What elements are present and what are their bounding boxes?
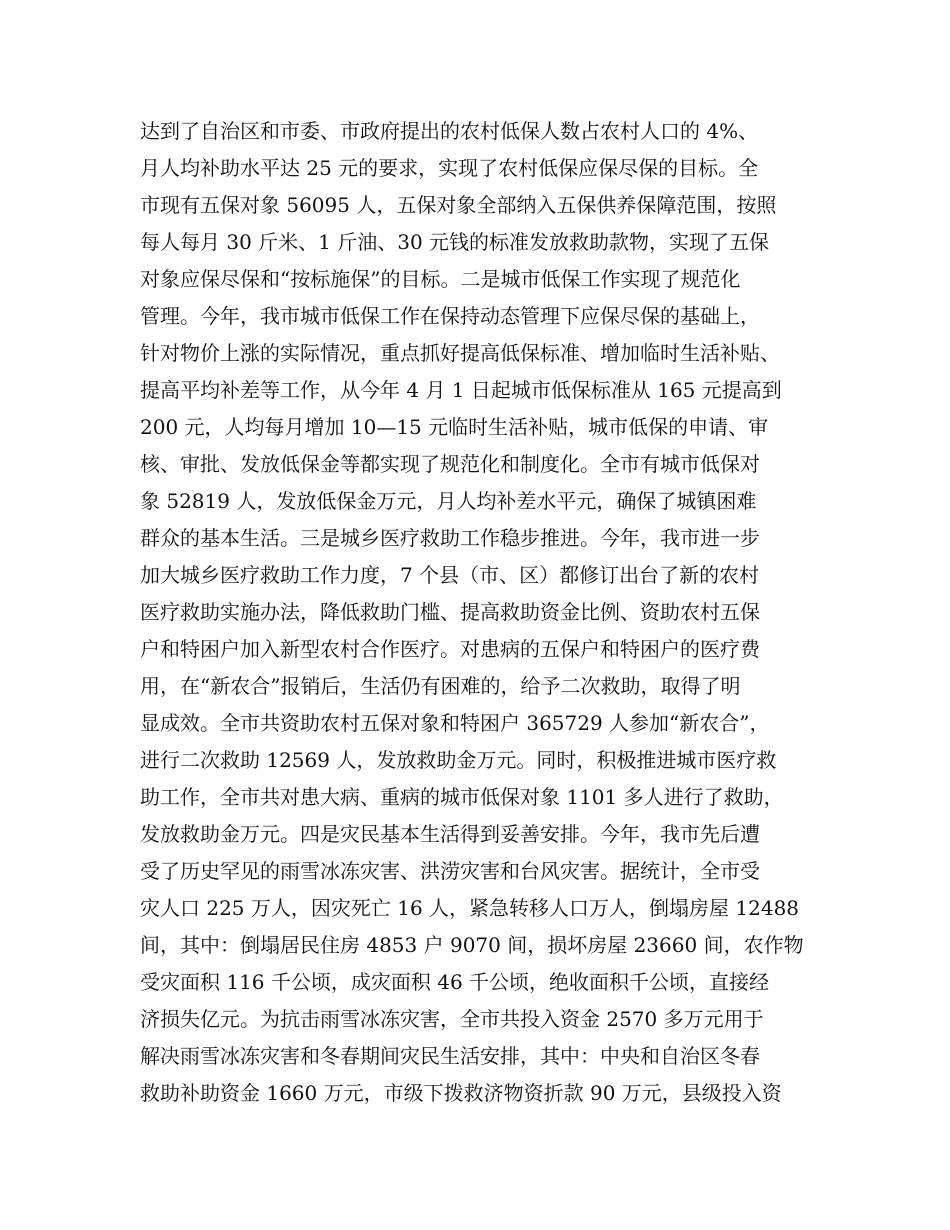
text-line: 灾人口 225 万人，因灾死亡 16 人，紧急转移人口万人，倒塌房屋 12488: [140, 896, 800, 920]
text-line: 解决雨雪冰冻灾害和冬春期间灾民生活安排，其中：中央和自治区冬春: [140, 1044, 760, 1068]
text-line: 提高平均补差等工作，从今年 4 月 1 日起城市低保标准从 165 元提高到: [140, 378, 782, 402]
text-line: 象 52819 人，发放低保金万元，月人均补差水平元，确保了城镇困难: [140, 489, 757, 513]
text-line: 显成效。全市共资助农村五保对象和特困户 365729 人参加“新农合”，: [140, 711, 770, 735]
text-line: 每人每月 30 斤米、1 斤油、30 元钱的标准发放救助款物，实现了五保: [140, 230, 770, 254]
text-line: 受了历史罕见的雨雪冰冻灾害、洪涝灾害和台风灾害。据统计，全市受: [140, 859, 760, 883]
text-line: 加大城乡医疗救助工作力度，7 个县（市、区）都修订出台了新的农村: [140, 563, 760, 587]
text-line: 救助补助资金 1660 万元，市级下拨救济物资折款 90 万元，县级投入资: [140, 1081, 782, 1105]
text-line: 户和特困户加入新型农村合作医疗。对患病的五保户和特困户的医疗费: [140, 637, 760, 661]
text-line: 助工作，全市共对患大病、重病的城市低保对象 1101 多人进行了救助，: [140, 785, 784, 809]
text-line: 核、审批、发放低保金等都实现了规范化和制度化。全市有城市低保对: [140, 452, 760, 476]
text-line: 市现有五保对象 56095 人，五保对象全部纳入五保供养保障范围，按照: [140, 193, 777, 217]
text-line: 达到了自治区和市委、市政府提出的农村低保人数占农村人口的 4%、: [140, 119, 759, 143]
text-line: 200 元，人均每月增加 10—15 元临时生活补贴，城市低保的申请、审: [140, 415, 769, 439]
text-line: 医疗救助实施办法，降低救助门槛、提高救助资金比例、资助农村五保: [140, 600, 760, 624]
text-line: 管理。今年，我市城市低保工作在保持动态管理下应保尽保的基础上，: [140, 304, 760, 328]
body-paragraph: [140, 113, 840, 1112]
text-line: 济损失亿元。为抗击雨雪冰冻灾害，全市共投入资金 2570 多万元用于: [140, 1007, 764, 1031]
text-line: 进行二次救助 12569 人，发放救助金万元。同时，积极推进城市医疗救: [140, 748, 777, 772]
text-line: 对象应保尽保和“按标施保”的目标。二是城市低保工作实现了规范化: [140, 267, 741, 291]
text-line: 用，在“新农合”报销后，生活仍有困难的，给予二次救助，取得了明: [140, 674, 741, 698]
text-line: 群众的基本生活。三是城乡医疗救助工作稳步推进。今年，我市进一步: [140, 526, 760, 550]
text-line: 受灾面积 116 千公顷，成灾面积 46 千公顷，绝收面积千公顷，直接经: [140, 970, 770, 994]
text-line: 月人均补助水平达 25 元的要求，实现了农村低保应保尽保的目标。全: [140, 156, 759, 180]
text-line: 发放救助金万元。四是灾民基本生活得到妥善安排。今年，我市先后遭: [140, 822, 760, 846]
text-line: 间，其中：倒塌居民住房 4853 户 9070 间，损坏房屋 23660 间，农作物: [140, 933, 804, 957]
text-line: 针对物价上涨的实际情况，重点抓好提高低保标准、增加临时生活补贴、: [140, 341, 780, 365]
